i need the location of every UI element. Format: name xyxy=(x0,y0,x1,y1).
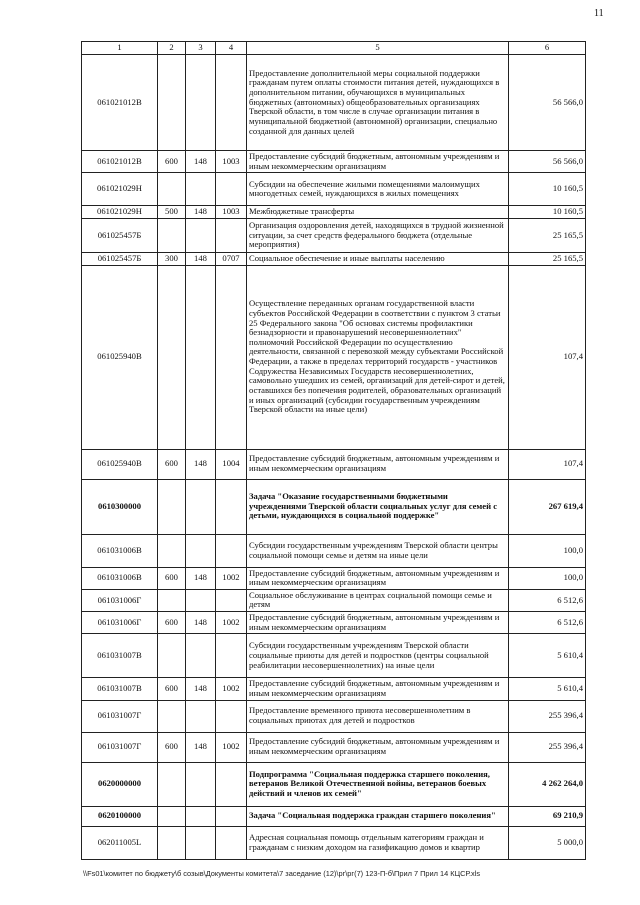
row-description: Субсидии государственным учреждениям Тверской области центры социальной помощи семье и детям на иные цели xyxy=(247,534,509,567)
row-code: 061031006Г xyxy=(82,589,158,611)
row-description: Субсидии на обеспечение жилыми помещениями малоимущих многодетных семей, нуждающихся в жилых помещениях xyxy=(247,173,509,206)
row-amount: 107,4 xyxy=(509,449,586,479)
row-description: Подпрограмма "Социальная поддержка старшего поколения, ветеранов Великой Отечественной войны, ветеранов боевых действий и членов их семей" xyxy=(247,762,509,806)
row-code: 061031006В xyxy=(82,567,158,589)
table-row xyxy=(82,826,586,859)
row-amount: 69 210,9 xyxy=(509,806,586,826)
row-col-4 xyxy=(216,700,247,732)
row-amount: 56 566,0 xyxy=(509,151,586,173)
row-col-4: 1002 xyxy=(216,678,247,700)
row-description: Предоставление субсидий бюджетным, автономным учреждениям и иным некоммерческим организациям xyxy=(247,612,509,634)
row-description: Социальное обеспечение и иные выплаты населению xyxy=(247,252,509,265)
row-col-3 xyxy=(186,173,216,206)
table-row xyxy=(82,206,586,219)
header-col-3: 3 xyxy=(186,42,216,55)
row-col-4 xyxy=(216,479,247,534)
row-col-3 xyxy=(186,534,216,567)
header-col-6: 6 xyxy=(509,42,586,55)
row-amount: 10 160,5 xyxy=(509,206,586,219)
row-code: 061031006Г xyxy=(82,612,158,634)
row-col-2 xyxy=(158,265,186,449)
row-col-4: 1002 xyxy=(216,612,247,634)
row-description: Задача "Социальная поддержка граждан старшего поколения" xyxy=(247,806,509,826)
row-code: 062011005L xyxy=(82,826,158,859)
row-col-4 xyxy=(216,634,247,678)
row-col-3 xyxy=(186,589,216,611)
row-description: Субсидии государственным учреждениям Тверской области социальные приюты для детей и подростков (центры социальной реабилитации несовершеннолетних) на иные цели xyxy=(247,634,509,678)
row-col-4 xyxy=(216,173,247,206)
table-row xyxy=(82,567,586,589)
row-col-4: 1002 xyxy=(216,567,247,589)
row-col-3: 148 xyxy=(186,732,216,762)
row-amount: 5 000,0 xyxy=(509,826,586,859)
table-row xyxy=(82,678,586,700)
table-row xyxy=(82,534,586,567)
header-col-5: 5 xyxy=(247,42,509,55)
file-path-footer: \\Fs01\комитет по бюджету\б созыв\Документы комитета\7 заседание (12)\рг\рг(7) 123-П-б\Прил 7 Прил 14 КЦСР.xls xyxy=(83,869,481,878)
row-col-2 xyxy=(158,634,186,678)
row-col-3: 148 xyxy=(186,567,216,589)
row-col-2 xyxy=(158,826,186,859)
table-row xyxy=(82,55,586,151)
table-header-row xyxy=(82,42,586,55)
row-col-4 xyxy=(216,218,247,252)
row-code: 061021012В xyxy=(82,151,158,173)
row-col-3 xyxy=(186,806,216,826)
row-description: Предоставление субсидий бюджетным, автономным учреждениям и иным некоммерческим организациям xyxy=(247,151,509,173)
row-description: Задача "Оказание государственными бюджетными учреждениями Тверской области социальных услуг для семей с детьми, нуждающихся в социальной поддержке" xyxy=(247,479,509,534)
header-col-1: 1 xyxy=(82,42,158,55)
row-code: 061025457Б xyxy=(82,218,158,252)
row-description: Адресная социальная помощь отдельным категориям граждан и гражданам с низким доходом на газификацию домов и квартир xyxy=(247,826,509,859)
page-number: 11 xyxy=(594,8,604,19)
row-code: 061025940В xyxy=(82,449,158,479)
row-col-2 xyxy=(158,534,186,567)
row-col-3: 148 xyxy=(186,252,216,265)
table-row xyxy=(82,252,586,265)
row-code: 061031007Г xyxy=(82,700,158,732)
table-row xyxy=(82,634,586,678)
row-amount: 56 566,0 xyxy=(509,55,586,151)
row-code: 061031007Г xyxy=(82,732,158,762)
row-amount: 6 512,6 xyxy=(509,612,586,634)
row-col-3 xyxy=(186,265,216,449)
row-col-2 xyxy=(158,700,186,732)
table-body xyxy=(82,55,586,860)
row-amount: 107,4 xyxy=(509,265,586,449)
row-code: 061031006В xyxy=(82,534,158,567)
row-col-4: 1004 xyxy=(216,449,247,479)
table-row xyxy=(82,700,586,732)
row-col-4 xyxy=(216,826,247,859)
row-col-4 xyxy=(216,806,247,826)
row-code: 061031007В xyxy=(82,634,158,678)
row-col-2 xyxy=(158,173,186,206)
row-amount: 255 396,4 xyxy=(509,700,586,732)
row-code: 061031007В xyxy=(82,678,158,700)
row-col-2: 500 xyxy=(158,206,186,219)
row-description: Предоставление субсидий бюджетным, автономным учреждениям и иным некоммерческим организациям xyxy=(247,567,509,589)
row-code: 061021029Н xyxy=(82,206,158,219)
row-col-3 xyxy=(186,762,216,806)
row-col-2: 600 xyxy=(158,732,186,762)
table-row xyxy=(82,151,586,173)
table-row xyxy=(82,762,586,806)
row-amount: 267 619,4 xyxy=(509,479,586,534)
row-col-2 xyxy=(158,589,186,611)
table-row xyxy=(82,479,586,534)
table-row xyxy=(82,265,586,449)
row-col-2 xyxy=(158,762,186,806)
row-col-3: 148 xyxy=(186,449,216,479)
row-description: Предоставление субсидий бюджетным, автономным учреждениям и иным некоммерческим организациям xyxy=(247,732,509,762)
row-amount: 6 512,6 xyxy=(509,589,586,611)
header-col-2: 2 xyxy=(158,42,186,55)
row-col-4: 1003 xyxy=(216,151,247,173)
row-description: Предоставление временного приюта несовершеннолетним в социальных приютах для детей и подростков xyxy=(247,700,509,732)
row-code: 0620100000 xyxy=(82,806,158,826)
row-amount: 100,0 xyxy=(509,534,586,567)
row-code: 0610300000 xyxy=(82,479,158,534)
row-col-2 xyxy=(158,218,186,252)
table-row xyxy=(82,612,586,634)
row-code: 0620000000 xyxy=(82,762,158,806)
row-amount: 5 610,4 xyxy=(509,678,586,700)
row-code: 061025457Б xyxy=(82,252,158,265)
row-description: Предоставление субсидий бюджетным, автономным учреждениям и иным некоммерческим организациям xyxy=(247,449,509,479)
row-description: Организация оздоровления детей, находящихся в трудной жизненной ситуации, за счет средств федерального бюджета (отдельные мероприятия) xyxy=(247,218,509,252)
table-row xyxy=(82,173,586,206)
row-amount: 5 610,4 xyxy=(509,634,586,678)
table-row xyxy=(82,732,586,762)
row-col-4: 0707 xyxy=(216,252,247,265)
row-col-2: 600 xyxy=(158,151,186,173)
row-amount: 255 396,4 xyxy=(509,732,586,762)
row-col-3 xyxy=(186,218,216,252)
row-col-4 xyxy=(216,265,247,449)
row-col-3 xyxy=(186,479,216,534)
row-description: Предоставление дополнительной меры социальной поддержки гражданам путем оплаты стоимости питания детей, нуждающихся в дополнительном питании, обучающихся в муниципальных бюджетных (автономных) общеобразовательных организациях Тверской области, в том числе в случае организации питания в муниципальной бюджетной (автономной) организации, специально созданной для данных целей xyxy=(247,55,509,151)
row-amount: 4 262 264,0 xyxy=(509,762,586,806)
table-row xyxy=(82,589,586,611)
table-row xyxy=(82,449,586,479)
budget-table xyxy=(81,41,586,860)
row-description: Межбюджетные трансферты xyxy=(247,206,509,219)
row-col-3: 148 xyxy=(186,151,216,173)
row-amount: 25 165,5 xyxy=(509,218,586,252)
row-description: Осуществление переданных органам государственной власти субъектов Российской Федерации в соответствии с пунктом 3 статьи 25 Федерального закона "Об основах системы профилактики безнадзорности и правонарушений несовершеннолетних" полномочий Российской Федерации по осуществлению деятельности, связанной с перевозкой между субъектами Российской Федерации, а также в пределах территорий государств - участников Содружества Независимых Государств несовершеннолетних, самовольно ушедших из семей, организаций для детей-сирот и детей, оставшихся без попечения родителей, образовательных организаций и иных организаций (субсидии государственным учреждениям Тверской области на иные цели) xyxy=(247,265,509,449)
row-col-2: 300 xyxy=(158,252,186,265)
row-col-4 xyxy=(216,589,247,611)
row-col-4: 1002 xyxy=(216,732,247,762)
row-code: 061021029Н xyxy=(82,173,158,206)
row-col-3: 148 xyxy=(186,678,216,700)
row-code: 061021012В xyxy=(82,55,158,151)
row-col-3: 148 xyxy=(186,612,216,634)
row-amount: 10 160,5 xyxy=(509,173,586,206)
row-col-3: 148 xyxy=(186,206,216,219)
row-col-2: 600 xyxy=(158,449,186,479)
table-row xyxy=(82,218,586,252)
row-col-2 xyxy=(158,479,186,534)
row-col-2 xyxy=(158,55,186,151)
row-col-4 xyxy=(216,534,247,567)
row-col-3 xyxy=(186,55,216,151)
row-amount: 25 165,5 xyxy=(509,252,586,265)
row-code: 061025940В xyxy=(82,265,158,449)
row-col-2: 600 xyxy=(158,678,186,700)
row-col-3 xyxy=(186,826,216,859)
row-description: Предоставление субсидий бюджетным, автономным учреждениям и иным некоммерческим организациям xyxy=(247,678,509,700)
row-col-2: 600 xyxy=(158,612,186,634)
table-row xyxy=(82,806,586,826)
row-col-2: 600 xyxy=(158,567,186,589)
row-col-4 xyxy=(216,762,247,806)
row-col-2 xyxy=(158,806,186,826)
row-col-3 xyxy=(186,634,216,678)
row-col-3 xyxy=(186,700,216,732)
row-col-4 xyxy=(216,55,247,151)
row-col-4: 1003 xyxy=(216,206,247,219)
row-description: Социальное обслуживание в центрах социальной помощи семье и детям xyxy=(247,589,509,611)
header-col-4: 4 xyxy=(216,42,247,55)
row-amount: 100,0 xyxy=(509,567,586,589)
